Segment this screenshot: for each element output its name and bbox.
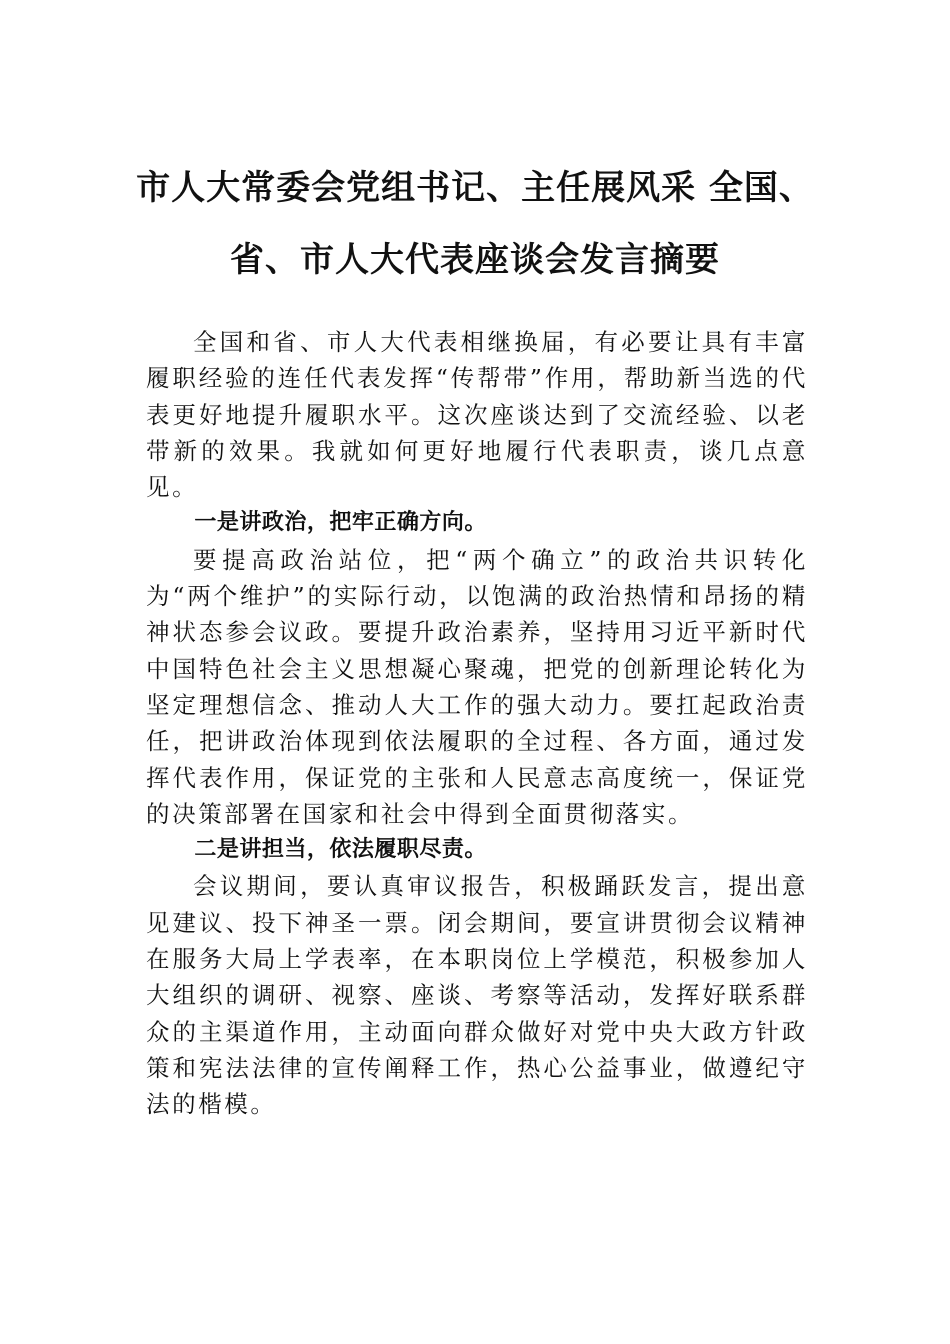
document-body bbox=[146, 324, 808, 1123]
title-line-1: 市人大常委会党组书记、主任展风采 全国、 bbox=[136, 168, 814, 208]
section-heading-2: 二是讲担当，依法履职尽责。 bbox=[194, 837, 487, 863]
section-2-paragraph: 会议期间，要认真审议报告，积极踊跃发言，提出意见建议、投下神圣一票。闭会期间，要宣讲贯彻会议精神在服务大局上学表率，在本职岗位上学模范，积极参加人大组织的调研、视察、座谈、考察等活动，发挥好联系群众的主渠道作用，主动面向群众做好对党中央大政方针政策和宪法法律的宣传阐释工作，热心公益事业，做遵纪守法的楷模。 bbox=[146, 872, 808, 1119]
section-heading-1: 一是讲政治，把牢正确方向。 bbox=[194, 510, 487, 536]
intro-paragraph: 全国和省、市人大代表相继换届，有必要让具有丰富履职经验的连任代表发挥“传帮带”作用，帮助新当选的代表更好地提升履职水平。这次座谈达到了交流经验、以老带新的效果。我就如何更好地履行代表职责，谈几点意见。 bbox=[146, 328, 808, 502]
title-line-2: 省、市人大代表座谈会发言摘要 bbox=[230, 240, 720, 280]
document-title bbox=[130, 152, 820, 296]
section-1-paragraph: 要提高政治站位，把“两个确立”的政治共识转化为“两个维护”的实际行动，以饱满的政治热情和昂扬的精神状态参会议政。要提升政治素养，坚持用习近平新时代中国特色社会主义思想凝心聚魂，把党的创新理论转化为坚定理想信念、推动人大工作的强大动力。要扛起政治责任，把讲政治体现到依法履职的全过程、各方面，通过发挥代表作用，保证党的主张和人民意志高度统一，保证党的决策部署在国家和社会中得到全面贯彻落实。 bbox=[146, 545, 808, 828]
